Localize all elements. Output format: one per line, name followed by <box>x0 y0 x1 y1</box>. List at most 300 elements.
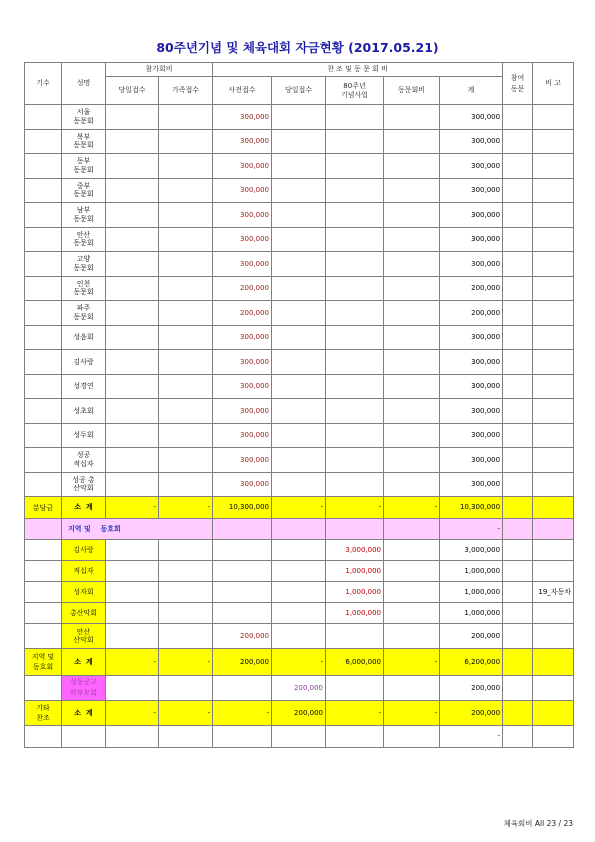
note-cell <box>533 178 574 203</box>
note-cell <box>533 676 574 701</box>
anniv-cell: 3,000,000 <box>326 540 384 561</box>
table-row <box>25 105 574 130</box>
fee-same-day-cell <box>106 624 159 649</box>
header-anniv: 80주년 기념사업 <box>326 77 384 105</box>
anniv-cell <box>326 399 384 424</box>
subtotal-total: 6,200,000 <box>440 649 503 676</box>
alumni-fee-cell <box>384 129 440 154</box>
subtotal-total: 10,300,000 <box>440 497 503 519</box>
total-cell: - <box>440 726 503 748</box>
name-cell: 안산 동문회 <box>62 227 106 252</box>
alumni-fee-cell <box>384 582 440 603</box>
fee-family-cell <box>159 276 213 301</box>
same-day-cell <box>272 423 326 448</box>
table-row <box>25 227 574 252</box>
attend-cell <box>503 374 533 399</box>
anniv-cell <box>326 624 384 649</box>
anniv-cell <box>326 423 384 448</box>
alumni-fee-cell <box>384 227 440 252</box>
attend-cell <box>503 301 533 326</box>
fee-family-cell <box>159 423 213 448</box>
gisu-cell <box>25 105 62 130</box>
fee-family-cell <box>159 472 213 497</box>
subtotal-label: 소 계 <box>62 701 106 726</box>
subtotal-fee2: - <box>159 497 213 519</box>
note-cell <box>533 276 574 301</box>
alumni-fee-cell <box>384 105 440 130</box>
alumni-fee-cell <box>384 325 440 350</box>
name-cell: 남부 동문회 <box>62 203 106 228</box>
header-alumni-fee: 동문회비 <box>384 77 440 105</box>
gisu-cell <box>25 129 62 154</box>
total-cell: 300,000 <box>440 227 503 252</box>
attend-cell <box>503 276 533 301</box>
anniv-cell: 1,000,000 <box>326 561 384 582</box>
same-day-cell <box>272 178 326 203</box>
fee-family-cell <box>159 203 213 228</box>
table-row <box>25 497 574 519</box>
name-cell: 성음회 <box>62 325 106 350</box>
total-cell: 300,000 <box>440 374 503 399</box>
total-cell: 300,000 <box>440 154 503 179</box>
same-day-cell <box>272 105 326 130</box>
note-cell <box>533 540 574 561</box>
gisu-cell <box>25 561 62 582</box>
attend-cell <box>503 603 533 624</box>
gisu-cell <box>25 448 62 473</box>
note-cell <box>533 603 574 624</box>
table-row <box>25 540 574 561</box>
attend-cell <box>503 325 533 350</box>
table-row <box>25 423 574 448</box>
fee-family-cell <box>159 676 213 701</box>
attend-cell <box>503 540 533 561</box>
fee-same-day-cell <box>106 252 159 277</box>
total-cell: 200,000 <box>440 676 503 701</box>
anniv-cell: 1,000,000 <box>326 582 384 603</box>
total-cell: 200,000 <box>440 624 503 649</box>
total-cell: 1,000,000 <box>440 582 503 603</box>
name-cell: 안산 산악회 <box>62 624 106 649</box>
alumni-fee-cell <box>384 676 440 701</box>
anniv-cell <box>326 154 384 179</box>
name-cell: 총산악회 <box>62 603 106 624</box>
table-row <box>25 624 574 649</box>
note-cell <box>533 325 574 350</box>
alumni-fee-cell <box>384 252 440 277</box>
total-cell: 200,000 <box>440 276 503 301</box>
name-cell: 성두회 <box>62 423 106 448</box>
note-cell <box>533 350 574 375</box>
table-row <box>25 649 574 676</box>
region-alumni <box>384 519 440 540</box>
alumni-fee-cell <box>384 203 440 228</box>
pre-cell <box>213 540 272 561</box>
fee-family-cell <box>159 624 213 649</box>
anniv-cell <box>326 325 384 350</box>
anniv-cell <box>326 301 384 326</box>
total-cell: 300,000 <box>440 252 503 277</box>
note-cell <box>533 154 574 179</box>
header-gisu: 기수 <box>25 63 62 105</box>
fee-same-day-cell <box>106 561 159 582</box>
attend-cell <box>503 252 533 277</box>
gisu-cell <box>25 350 62 375</box>
total-cell: 300,000 <box>440 178 503 203</box>
table-row <box>25 325 574 350</box>
pre-cell: 300,000 <box>213 178 272 203</box>
pre-cell <box>213 561 272 582</box>
attend-cell <box>503 105 533 130</box>
name-cell: 파주 동문회 <box>62 301 106 326</box>
anniv-cell <box>326 227 384 252</box>
same-day-cell <box>272 325 326 350</box>
alumni-fee-cell <box>384 374 440 399</box>
table-row <box>25 350 574 375</box>
fee-same-day-cell <box>106 301 159 326</box>
same-day-cell <box>272 227 326 252</box>
attend-cell <box>503 472 533 497</box>
total-cell: 300,000 <box>440 423 503 448</box>
same-day-cell <box>272 276 326 301</box>
fee-same-day-cell <box>106 203 159 228</box>
subtotal-alumni: - <box>384 649 440 676</box>
fee-family-cell <box>159 105 213 130</box>
note-cell <box>533 301 574 326</box>
region-label: 지역 및 동호회 <box>62 519 213 540</box>
note-cell <box>533 129 574 154</box>
gisu-cell <box>25 624 62 649</box>
gisu-cell <box>25 325 62 350</box>
header-total: 계 <box>440 77 503 105</box>
alumni-fee-cell <box>384 154 440 179</box>
alumni-fee-cell <box>384 624 440 649</box>
same-day-cell <box>272 561 326 582</box>
subtotal-same: - <box>272 649 326 676</box>
fee-same-day-cell <box>106 448 159 473</box>
note-cell <box>533 252 574 277</box>
page-footer: 체육회비 All 23 / 23 <box>503 819 573 828</box>
subtotal-note <box>533 649 574 676</box>
anniv-cell <box>326 252 384 277</box>
pre-cell: 300,000 <box>213 105 272 130</box>
note-cell <box>533 374 574 399</box>
attend-cell <box>503 561 533 582</box>
name-cell: 성공 총 산악회 <box>62 472 106 497</box>
attend-cell <box>503 350 533 375</box>
page-title: 80주년기념 및 체육대회 자금현황 (2017.05.21) <box>156 40 439 55</box>
name-cell: 북부 동문회 <box>62 129 106 154</box>
pre-cell: 300,000 <box>213 203 272 228</box>
region-attend <box>503 519 533 540</box>
pre-cell: 200,000 <box>213 276 272 301</box>
empty-cell <box>213 726 272 748</box>
total-cell: 300,000 <box>440 325 503 350</box>
empty-cell <box>159 726 213 748</box>
attend-cell <box>503 423 533 448</box>
subtotal-total: 200,000 <box>440 701 503 726</box>
gisu-cell <box>25 582 62 603</box>
attend-cell <box>503 227 533 252</box>
anniv-cell <box>326 203 384 228</box>
fee-same-day-cell <box>106 399 159 424</box>
subtotal-anniv: - <box>326 497 384 519</box>
gisu-cell <box>25 472 62 497</box>
alumni-fee-cell <box>384 178 440 203</box>
fee-same-day-cell <box>106 540 159 561</box>
gisu-cell <box>25 540 62 561</box>
alumni-fee-cell <box>384 540 440 561</box>
table-row <box>25 203 574 228</box>
subtotal-same: - <box>272 497 326 519</box>
total-cell: 300,000 <box>440 472 503 497</box>
pre-cell: 300,000 <box>213 252 272 277</box>
table-row <box>25 472 574 497</box>
note-cell: 19_자동차 <box>533 582 574 603</box>
same-day-cell <box>272 374 326 399</box>
total-cell: 3,000,000 <box>440 540 503 561</box>
fee-family-cell <box>159 561 213 582</box>
empty-cell <box>384 726 440 748</box>
fee-same-day-cell <box>106 472 159 497</box>
total-cell: 1,000,000 <box>440 561 503 582</box>
empty-cell <box>25 726 62 748</box>
table-row <box>25 374 574 399</box>
anniv-cell: 1,000,000 <box>326 603 384 624</box>
total-cell: 300,000 <box>440 448 503 473</box>
table-row <box>25 561 574 582</box>
table-row <box>25 129 574 154</box>
same-day-cell <box>272 448 326 473</box>
subtotal-pre: 10,300,000 <box>213 497 272 519</box>
total-cell: 300,000 <box>440 105 503 130</box>
table-row <box>25 726 574 748</box>
anniv-cell <box>326 374 384 399</box>
total-cell: 200,000 <box>440 301 503 326</box>
gisu-cell <box>25 676 62 701</box>
table-row <box>25 178 574 203</box>
pre-cell: 300,000 <box>213 350 272 375</box>
fee-same-day-cell <box>106 178 159 203</box>
fee-family-cell <box>159 227 213 252</box>
anniv-cell <box>326 178 384 203</box>
total-cell: 300,000 <box>440 350 503 375</box>
attend-cell <box>503 726 533 748</box>
anniv-cell <box>326 105 384 130</box>
attend-cell <box>503 154 533 179</box>
fee-same-day-cell <box>106 227 159 252</box>
note-cell <box>533 726 574 748</box>
region-anniv <box>326 519 384 540</box>
subtotal-label: 소 계 <box>62 649 106 676</box>
empty-cell <box>326 726 384 748</box>
same-day-cell <box>272 203 326 228</box>
subtotal-pre: - <box>213 701 272 726</box>
gisu-cell <box>25 399 62 424</box>
fee-same-day-cell <box>106 603 159 624</box>
region-note <box>533 519 574 540</box>
subtotal-label: 소 계 <box>62 497 106 519</box>
subtotal-gisu: 기타 찬조 <box>25 701 62 726</box>
subtotal-attend <box>503 701 533 726</box>
same-day-cell <box>272 252 326 277</box>
fee-same-day-cell <box>106 423 159 448</box>
empty-cell <box>106 726 159 748</box>
anniv-cell <box>326 350 384 375</box>
alumni-fee-cell <box>384 423 440 448</box>
gisu-cell <box>25 301 62 326</box>
subtotal-attend <box>503 497 533 519</box>
fee-family-cell <box>159 374 213 399</box>
pre-cell: 300,000 <box>213 129 272 154</box>
subtotal-note <box>533 701 574 726</box>
name-cell: 성경연 <box>62 374 106 399</box>
same-day-cell <box>272 624 326 649</box>
fee-family-cell <box>159 540 213 561</box>
header-pre: 사전접수 <box>213 77 272 105</box>
note-cell <box>533 472 574 497</box>
subtotal-fee2: - <box>159 701 213 726</box>
gisu-cell <box>25 276 62 301</box>
anniv-cell <box>326 276 384 301</box>
name-cell: 적십자 <box>62 561 106 582</box>
name-cell: 서울 동문회 <box>62 105 106 130</box>
fee-same-day-cell <box>106 582 159 603</box>
note-cell <box>533 423 574 448</box>
gisu-cell <box>25 423 62 448</box>
same-day-cell <box>272 301 326 326</box>
fee-family-cell <box>159 325 213 350</box>
note-cell <box>533 399 574 424</box>
name-cell: 성초회 <box>62 399 106 424</box>
table-row <box>25 603 574 624</box>
note-cell <box>533 561 574 582</box>
note-cell <box>533 624 574 649</box>
table-row <box>25 399 574 424</box>
pre-cell: 300,000 <box>213 227 272 252</box>
same-day-cell <box>272 154 326 179</box>
attend-cell <box>503 676 533 701</box>
fee-family-cell <box>159 399 213 424</box>
alumni-fee-cell <box>384 561 440 582</box>
fee-same-day-cell <box>106 676 159 701</box>
note-cell <box>533 203 574 228</box>
region-pre <box>213 519 272 540</box>
pre-cell: 300,000 <box>213 448 272 473</box>
empty-cell <box>272 726 326 748</box>
pre-cell: 200,000 <box>213 624 272 649</box>
note-cell <box>533 227 574 252</box>
header-fee-same-day: 당일접수 <box>106 77 159 105</box>
table-row <box>25 701 574 726</box>
subtotal-gisu: 분담금 <box>25 497 62 519</box>
attend-cell <box>503 448 533 473</box>
subtotal-fee1: - <box>106 701 159 726</box>
same-day-cell <box>272 350 326 375</box>
pre-cell: 200,000 <box>213 301 272 326</box>
header-name: 성명 <box>62 63 106 105</box>
subtotal-same: 200,000 <box>272 701 326 726</box>
total-cell: 1,000,000 <box>440 603 503 624</box>
subtotal-anniv: - <box>326 701 384 726</box>
pre-cell: 300,000 <box>213 154 272 179</box>
empty-cell <box>62 726 106 748</box>
region-gisu <box>25 519 62 540</box>
gisu-cell <box>25 154 62 179</box>
pre-cell: 300,000 <box>213 325 272 350</box>
fee-same-day-cell <box>106 154 159 179</box>
subtotal-pre: 200,000 <box>213 649 272 676</box>
alumni-fee-cell <box>384 472 440 497</box>
fee-family-cell <box>159 350 213 375</box>
header-attend: 참여 동문 <box>503 63 533 105</box>
name-cell: 인천 동문회 <box>62 276 106 301</box>
header-fee-group: 참가회비 <box>106 63 213 77</box>
total-cell: 300,000 <box>440 203 503 228</box>
region-same <box>272 519 326 540</box>
attend-cell <box>503 129 533 154</box>
total-cell: 300,000 <box>440 129 503 154</box>
attend-cell <box>503 399 533 424</box>
name-cell: 김사랑 <box>62 540 106 561</box>
fee-same-day-cell <box>106 325 159 350</box>
alumni-fee-cell <box>384 603 440 624</box>
table-row <box>25 582 574 603</box>
gisu-cell <box>25 203 62 228</box>
total-cell: 300,000 <box>440 399 503 424</box>
name-cell: 성공 적십자 <box>62 448 106 473</box>
name-cell: 동부 동문회 <box>62 154 106 179</box>
fee-family-cell <box>159 129 213 154</box>
pre-cell: 300,000 <box>213 399 272 424</box>
header-donation-group: 찬 조 및 동 문 회 비 <box>213 63 503 77</box>
alumni-fee-cell <box>384 276 440 301</box>
subtotal-attend <box>503 649 533 676</box>
table-row <box>25 448 574 473</box>
note-cell <box>533 448 574 473</box>
fee-family-cell <box>159 252 213 277</box>
header-fee-family: 가족접수 <box>159 77 213 105</box>
fee-same-day-cell <box>106 276 159 301</box>
name-cell: 성동공고 학부모회 <box>62 676 106 701</box>
fee-family-cell <box>159 178 213 203</box>
name-cell: 중부 동문회 <box>62 178 106 203</box>
same-day-cell <box>272 603 326 624</box>
fee-same-day-cell <box>106 129 159 154</box>
attend-cell <box>503 178 533 203</box>
subtotal-fee1: - <box>106 649 159 676</box>
same-day-cell <box>272 399 326 424</box>
subtotal-anniv: 6,000,000 <box>326 649 384 676</box>
pre-cell <box>213 603 272 624</box>
subtotal-alumni: - <box>384 497 440 519</box>
subtotal-alumni: - <box>384 701 440 726</box>
fee-family-cell <box>159 448 213 473</box>
subtotal-fee2: - <box>159 649 213 676</box>
alumni-fee-cell <box>384 399 440 424</box>
anniv-cell <box>326 129 384 154</box>
alumni-fee-cell <box>384 350 440 375</box>
subtotal-gisu: 지역 및 동호회 <box>25 649 62 676</box>
same-day-cell <box>272 540 326 561</box>
region-total: - <box>440 519 503 540</box>
pre-cell <box>213 676 272 701</box>
same-day-cell <box>272 472 326 497</box>
gisu-cell <box>25 252 62 277</box>
table-row <box>25 276 574 301</box>
fee-same-day-cell <box>106 105 159 130</box>
fund-status-table <box>24 62 574 748</box>
